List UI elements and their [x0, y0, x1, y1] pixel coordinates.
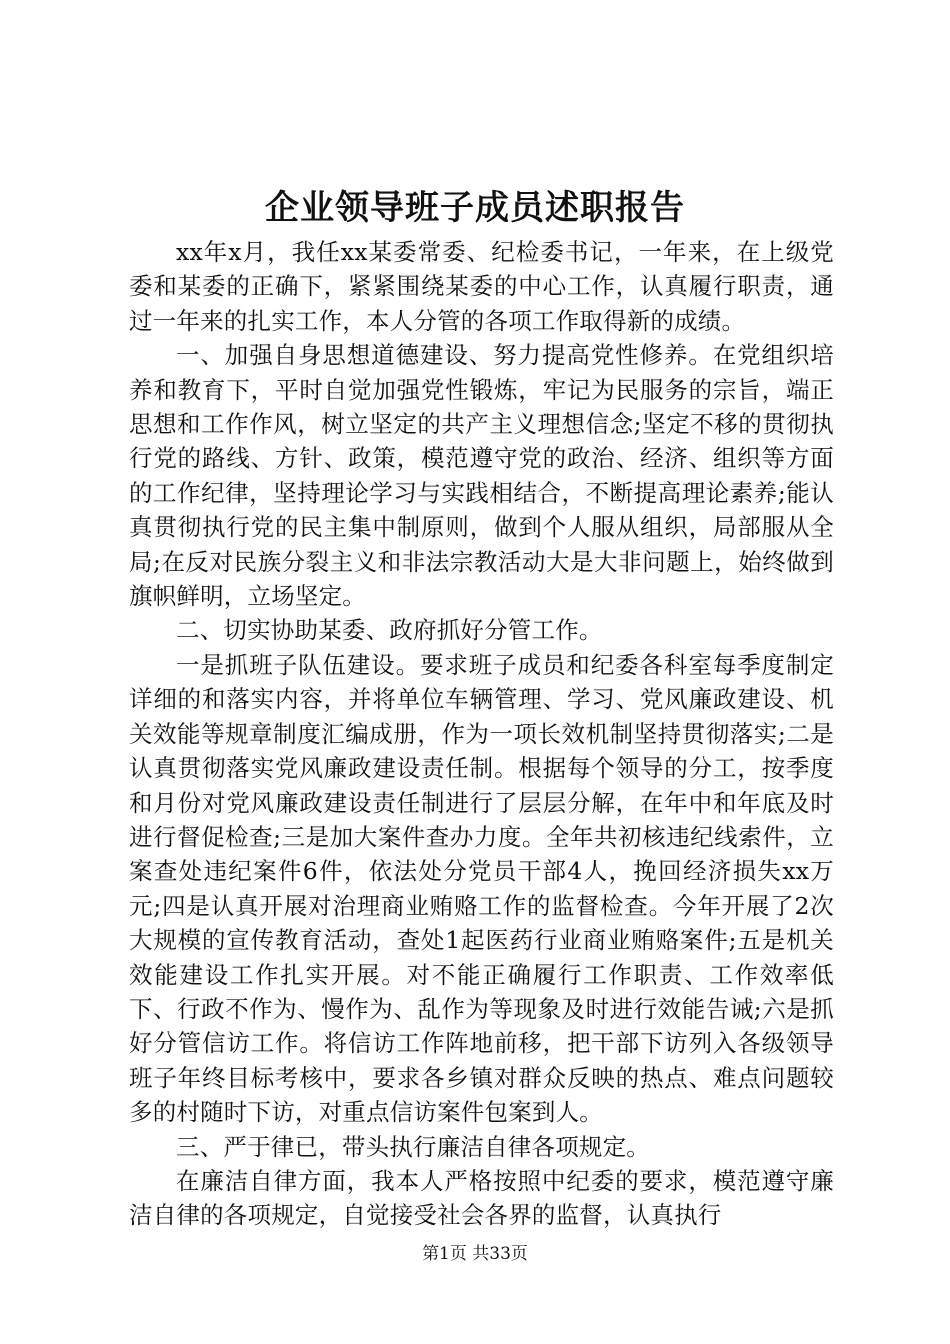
paragraph-section-1: 一、加强自身思想道德建设、努力提高党性修养。在党组织培养和教育下，平时自觉加强党性锻炼，牢记为民服务的宗旨，端正思想和工作作风，树立坚定的共产主义理想信念;坚定不移的贯彻执行党的路线、方针、政策，模范遵守党的政治、经济、组织等方面的工作纪律，坚持理论学习与实践相结合，不断提高理论素养;能认真贯彻执行党的民主集中制原则，做到个人服从组织，局部服从全局;在反对民族分裂主义和非法宗教活动大是大非问题上，始终做到旗帜鲜明，立场坚定。	[129, 341, 834, 611]
document-title: 企业领导班子成员述职报告	[265, 188, 685, 228]
paragraph-section-3-heading: 三、严于律已，带头执行廉洁自律各项规定。	[176, 1132, 650, 1161]
paragraph-section-3-body: 在廉洁自律方面，我本人严格按照中纪委的要求，模范遵守廉洁自律的各项规定，自觉接受社会各界的监督，认真执行	[129, 1166, 834, 1230]
document-body	[129, 235, 834, 1233]
paragraph-section-2-heading: 二、切实协助某委、政府抓好分管工作。	[176, 616, 603, 645]
paragraph-intro: xx年x月，我任xx某委常委、纪检委书记，一年来，在上级党委和某委的正确下，紧紧围绕某委的中心工作，认真履行职责，通过一年来的扎实工作，本人分管的各项工作取得新的成绩。	[129, 238, 834, 335]
paragraph-section-2-body: 一是抓班子队伍建设。要求班子成员和纪委各科室每季度制定详细的和落实内容，并将单位车辆管理、学习、党风廉政建设、机关效能等规章制度汇编成册，作为一项长效机制坚持贯彻落实;二是认真贯彻落实党风廉政建设责任制。根据每个领导的分工，按季度和月份对党风廉政建设责任制进行了层层分解，在年中和年底及时进行督促检查;三是加大案件查办力度。全年共初核违纪线索件，立案查处违纪案件6件，依法处分党员干部4人，挽回经济损失xx万元;四是认真开展对治理商业贿赂工作的监督检查。今年开展了2次大规模的宣传教育活动，查处1起医药行业商业贿赂案件;五是机关效能建设工作扎实开展。对不能正确履行工作职责、工作效率低下、行政不作为、慢作为、乱作为等现象及时进行效能告诫;六是抓好分管信访工作。将信访工作阵地前移，把干部下访列入各级领导班子年终目标考核中，要求各乡镇对群众反映的热点、难点问题较多的村随时下访，对重点信访案件包案到人。	[129, 650, 834, 1127]
page-footer: 第1页 共33页	[422, 1244, 528, 1264]
